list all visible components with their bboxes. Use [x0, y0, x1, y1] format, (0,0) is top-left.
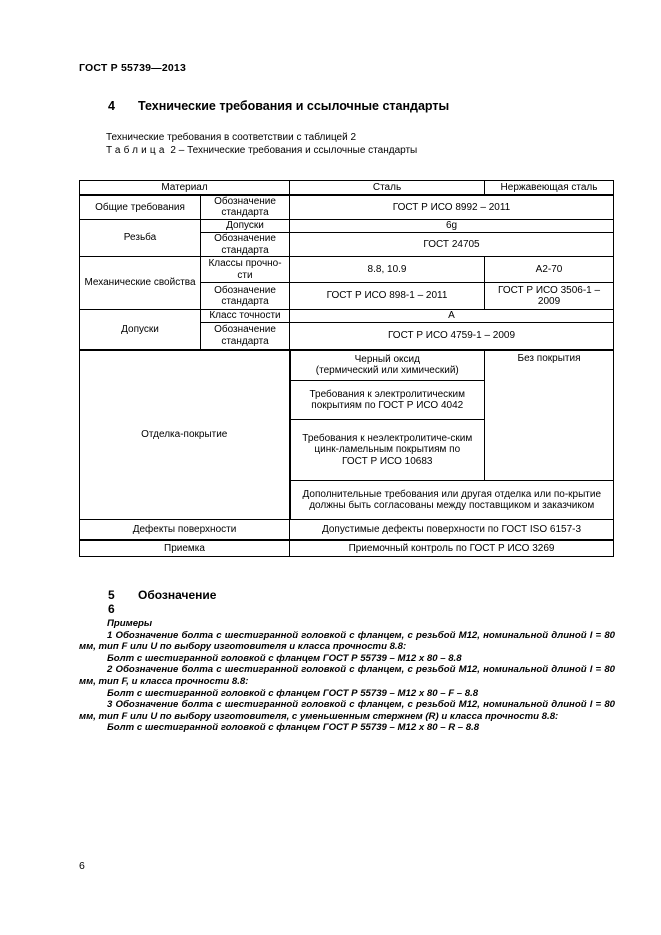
section-5-title	[108, 588, 216, 616]
page-number: 6	[79, 860, 85, 872]
thread-tol-label: Допуски	[201, 220, 290, 233]
table-caption-label: Таблица	[106, 145, 168, 156]
tolerances-class-label: Класс точности	[201, 310, 290, 323]
finish-label: Отделка-покрытие	[80, 350, 290, 520]
mech-std-stainless: ГОСТ Р ИСО 3506-1 – 2009	[485, 283, 614, 310]
examples-heading: Примеры	[107, 618, 153, 629]
finish-additional: Дополнительные требования или другая отделка или по-крытие должны быть согласованы между поставщиком и заказчиком	[290, 481, 614, 520]
table-caption	[106, 144, 417, 157]
row-acceptance	[80, 540, 614, 557]
thread-tol-value: 6g	[290, 220, 614, 233]
finish-oxide	[290, 350, 485, 381]
table-caption-text: 2 – Технические требования и ссылочные стандарты	[170, 145, 418, 156]
thread-std-value: ГОСТ 24705	[290, 233, 614, 257]
tolerances-std-label: Обозначение стандарта	[201, 323, 290, 350]
tolerances-label: Допуски	[80, 310, 201, 350]
finish-nonelectrolytic	[290, 420, 485, 481]
acceptance-value: Приемочный контроль по ГОСТ Р ИСО 3269	[290, 540, 614, 557]
row-tolerance-class	[80, 310, 614, 323]
example-1-result: Болт с шестигранной головкой с фланцем ГОСТ Р 55739 – М12 х 80 – 8.8	[107, 652, 462, 664]
general-value: ГОСТ Р ИСО 8992 – 2011	[290, 195, 614, 220]
mech-classes-stainless: А2-70	[485, 257, 614, 283]
intro-text: Технические требования в соответствии с таблицей 2	[106, 132, 357, 143]
row-finish-oxide	[80, 350, 614, 381]
example-3-result: Болт с шестигранной головкой с фланцем ГОСТ Р 55739 – М12 х 80 – R – 8.8	[107, 722, 480, 734]
mech-label: Механические свойства	[80, 257, 201, 310]
mech-std-steel: ГОСТ Р ИСО 898-1 – 2011	[290, 283, 485, 310]
example-3: 3 Обозначение болта с шестигранной головкой с фланцем, с резьбой М12, номинальной длиной l = 80 мм, тип F или U по выбору изготовителя, с уменьшенным стержнем (R) и класса прочности 8.8:	[79, 699, 615, 722]
header-steel: Сталь	[290, 181, 485, 195]
document-header: ГОСТ Р 55739—2013	[79, 62, 187, 74]
section-5-heading: Обозначение	[138, 588, 217, 602]
general-sub: Обозначение стандарта	[201, 195, 290, 220]
finish-electrolytic: Требования к электролитическим покрытиям по ГОСТ Р ИСО 4042	[290, 381, 485, 420]
acceptance-label: Приемка	[80, 540, 290, 557]
tolerances-class-value: А	[290, 310, 614, 323]
section-4-intro	[106, 131, 417, 157]
requirements-table	[79, 180, 614, 557]
general-label: Общие требования	[80, 195, 201, 220]
header-stainless: Нержавеющая сталь	[485, 181, 614, 195]
example-2-result: Болт с шестигранной головкой с фланцем ГОСТ Р 55739 – М12 х 80 – F – 8.8	[107, 687, 479, 699]
mech-classes-steel: 8.8, 10.9	[290, 257, 485, 283]
row-defects	[80, 520, 614, 540]
row-general	[80, 195, 614, 220]
finish-nonelectrolytic-line2: ГОСТ Р ИСО 10683	[342, 455, 433, 467]
example-1: 1 Обозначение болта с шестигранной головкой с фланцем, с резьбой М12, номинальной длиной l = 80 мм, тип F или U по выбору изготовителя и класса прочности 8.8:	[79, 629, 615, 653]
thread-std-label: Обозначение стандарта	[201, 233, 290, 257]
row-thread-tolerance	[80, 220, 614, 233]
section-4-heading: Технические требования и ссылочные стандарты	[138, 99, 450, 113]
example-2: 2 Обозначение болта с шестигранной головкой с фланцем, с резьбой М12, номинальной длиной l = 80 мм, тип F, и класса прочности 8.8:	[79, 664, 615, 687]
defects-label: Дефекты поверхности	[80, 520, 290, 540]
table-header-row	[80, 181, 614, 195]
tolerances-std-value: ГОСТ Р ИСО 4759-1 – 2009	[290, 323, 614, 350]
finish-stainless: Без покрытия	[485, 350, 614, 481]
section-5-line	[108, 588, 216, 602]
mech-std-label: Обозначение стандарта	[201, 283, 290, 310]
section-4-title	[108, 99, 449, 113]
examples-block	[79, 618, 615, 734]
defects-value: Допустимые дефекты поверхности по ГОСТ ISO 6157-3	[290, 520, 614, 540]
header-material: Материал	[80, 181, 290, 195]
section-5-number: 5	[108, 588, 115, 602]
section-6-number: 6	[108, 602, 115, 616]
mech-classes-label: Классы прочно-сти	[201, 257, 290, 283]
thread-label: Резьба	[80, 220, 201, 257]
finish-oxide-line2: (термический или химический)	[315, 365, 459, 377]
finish-oxide-line1: Черный оксид	[354, 353, 420, 365]
finish-nonelectrolytic-line1: Требования к неэлектролитиче-ским цинк-ламельным покрытиям по	[302, 432, 473, 456]
row-mech-classes	[80, 257, 614, 283]
section-4-number: 4	[108, 99, 115, 113]
